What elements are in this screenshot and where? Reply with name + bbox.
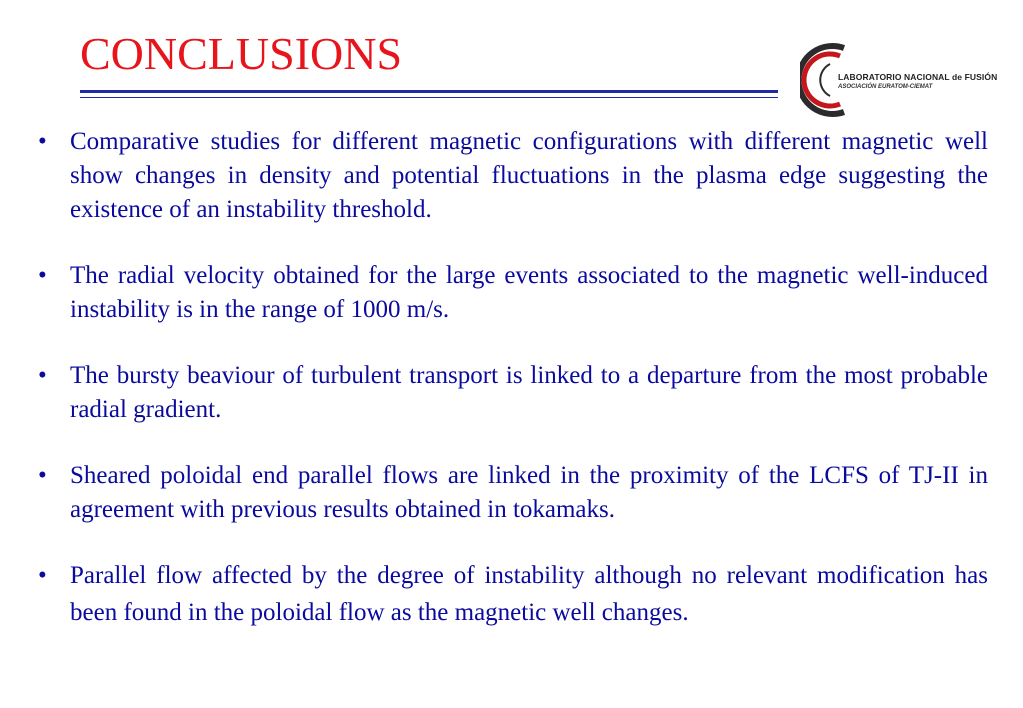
bullet-text: The radial velocity obtained for the large events associated to the magnetic well-induced instability is in the range of 1000 m/s.: [70, 262, 988, 323]
laboratory-logo: [800, 40, 1000, 120]
logo-line2: ASOCIACIÓN EURATOM-CIEMAT: [838, 84, 933, 90]
list-item: [38, 359, 988, 427]
bullet-icon: •: [38, 462, 47, 489]
logo-line1: LABORATORIO NACIONAL de FUSIÓN: [838, 72, 998, 82]
bullet-icon: •: [38, 128, 47, 155]
bullet-text: Sheared poloidal end parallel flows are linked in the proximity of the LCFS of TJ-II in agreement with previous results obtained in tokamaks.: [70, 462, 988, 523]
list-item: [38, 557, 988, 631]
bullet-text: The bursty beaviour of turbulent transport is linked to a departure from the most probable radial gradient.: [70, 362, 988, 423]
list-item: [38, 259, 988, 327]
list-item: [38, 125, 988, 227]
list-item: [38, 459, 988, 527]
title-underline-thin: [80, 97, 778, 98]
bullet-icon: •: [38, 262, 47, 289]
bullet-text: Comparative studies for different magnetic configurations with different magnetic well show changes in density and potential fluctuations in the plasma edge suggesting the existence of an instability threshold.: [70, 128, 988, 223]
title-underline-thick: [80, 90, 778, 93]
bullet-text: Parallel flow affected by the degree of instability although no relevant modification has been found in the poloidal flow as the magnetic well changes.: [70, 562, 988, 626]
bullet-icon: •: [38, 362, 47, 389]
conclusions-list: [38, 125, 988, 631]
bullet-icon: •: [38, 562, 47, 589]
slide-title: CONCLUSIONS: [80, 28, 403, 79]
